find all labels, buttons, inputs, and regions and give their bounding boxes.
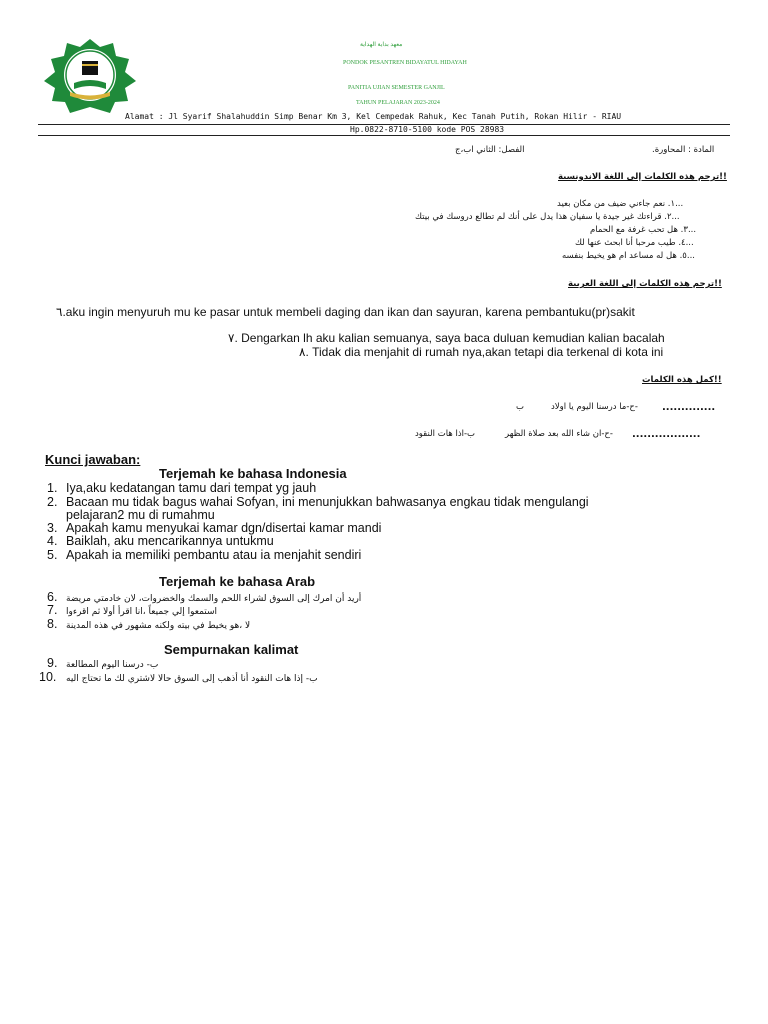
answer-text: Apakah ia memiliki pembantu atau ia menjahit sendiri bbox=[66, 548, 362, 562]
answer-number: 10. bbox=[39, 670, 57, 684]
question-4: ...٤. طيب مرحبا أنا ابحث عنها لك bbox=[575, 238, 694, 248]
question-3: ...٣. هل تحب غرفة مع الحمام bbox=[590, 225, 697, 235]
exam-committee-title: PANITIA UJIAN SEMESTER GANJIL bbox=[348, 85, 445, 91]
answer-subtitle-arabic: Terjemah ke bahasa Arab bbox=[159, 574, 316, 589]
question-5: ...٥. هل له مساعد ام هو يخيط بنفسه bbox=[562, 251, 695, 261]
answer-subtitle-indonesian: Terjemah ke bahasa Indonesia bbox=[159, 466, 347, 481]
answer-3 bbox=[47, 521, 382, 535]
class-label: الفصل: الثاني اب،ج bbox=[455, 145, 525, 155]
header-divider-bottom bbox=[38, 135, 730, 136]
answer-2 bbox=[47, 495, 589, 509]
arabic-institution-name: معهد بداية الهداية bbox=[360, 42, 403, 48]
answer-text: pelajaran2 mu di rumahmu bbox=[66, 508, 215, 522]
answer-number: 2. bbox=[47, 495, 58, 509]
school-name: PONDOK PESANTREN BIDAYATUL HIDAYAH bbox=[343, 60, 467, 66]
answer-number: 5. bbox=[47, 548, 58, 562]
answer-4 bbox=[47, 534, 274, 548]
question-10-dots: .................. bbox=[632, 429, 701, 440]
answer-key-title: Kunci jawaban: bbox=[45, 452, 141, 467]
answer-1 bbox=[47, 481, 317, 495]
section3-title: !!كمل هذه الكلمات bbox=[642, 375, 722, 385]
answer-number: 6. bbox=[47, 590, 58, 604]
answer-text: لا ،هو يخيط في بيته ولكنه مشهور في هذه المدينة bbox=[66, 621, 251, 631]
question-2: ...٢. قراءتك غير جيدة يا سفيان هذا يدل على أنك لم تطالع دروسك في بيتك bbox=[415, 212, 680, 222]
answer-text: ب- درسنا اليوم المطالعة bbox=[66, 660, 159, 670]
answer-text: استمعوا إلي جميعاً ،انا اقرأ أولا ثم اقرءوا bbox=[66, 607, 218, 617]
section2-title: !!ترجم هذه الكلمات إلى اللغة العربية bbox=[568, 279, 722, 289]
school-address: Alamat : Jl Syarif Shalahuddin Simp Benar Km 3, Kel Cempedak Rahuk, Kec Tanah Putih, Rokan Hilir - RIAU bbox=[125, 112, 622, 121]
answer-10 bbox=[39, 670, 318, 686]
answer-text: Bacaan mu tidak bagus wahai Sofyan, ini menunjukkan bahwasanya engkau tidak mengulangi bbox=[66, 495, 589, 509]
answer-subtitle-complete: Sempurnakan kalimat bbox=[164, 642, 299, 657]
answer-number: 9. bbox=[47, 656, 58, 670]
question-1: ...١. نعم جاءني ضيف من مكان بعيد bbox=[557, 199, 684, 209]
question-9-dots: .............. bbox=[662, 402, 716, 413]
section1-title: !!ترجم هذه الكلمات إلى اللغة الاندونسية bbox=[558, 172, 727, 182]
answer-number: 1. bbox=[47, 481, 58, 495]
answer-5 bbox=[47, 548, 362, 562]
question-10-b: ب-اذا هات النقود bbox=[415, 429, 476, 439]
question-9-text: -ح-ما درسنا اليوم يا اولاد bbox=[551, 402, 638, 412]
answer-text: ب- إذا هات النقود أنا أذهب إلى السوق حالا لاشتري لك ما تحتاج اليه bbox=[66, 674, 318, 684]
subject-label: المادة : المحاورة. bbox=[652, 145, 715, 155]
school-phone: Hp.0822-8710-5100 kode POS 28983 bbox=[350, 125, 505, 134]
question-7: ٧. Dengarkan lh aku kalian semuanya, saya baca duluan kemudian kalian bacalah bbox=[228, 331, 665, 345]
question-6: ٦.aku ingin menyuruh mu ke pasar untuk membeli daging dan ikan dan sayuran, karena pembantuku(pr)sakit bbox=[56, 305, 635, 319]
question-9-b: ب bbox=[516, 402, 525, 412]
answer-number: 8. bbox=[47, 617, 58, 631]
answer-2-continued bbox=[66, 508, 215, 522]
school-logo bbox=[40, 37, 140, 113]
answer-text: Apakah kamu menyukai kamar dgn/disertai kamar mandi bbox=[66, 521, 382, 535]
question-10-text: -ح-ان شاء الله بعد صلاة الظهر bbox=[505, 429, 613, 439]
answer-number: 4. bbox=[47, 534, 58, 548]
academic-year: TAHUN PELAJARAN 2023-2024 bbox=[356, 100, 440, 106]
answer-text: Baiklah, aku mencarikannya untukmu bbox=[66, 534, 274, 548]
answer-text: Iya,aku kedatangan tamu dari tempat yg jauh bbox=[66, 481, 317, 495]
answer-number: 7. bbox=[47, 603, 58, 617]
answer-number: 3. bbox=[47, 521, 58, 535]
answer-8 bbox=[47, 617, 251, 633]
answer-text: أريد أن امرك إلى السوق لشراء اللحم والسمك والخضروات، لان خادمتي مريضة bbox=[66, 594, 362, 604]
question-8: ٨. Tidak dia menjahit di rumah nya,akan tetapi dia terkenal di kota ini bbox=[299, 345, 664, 359]
